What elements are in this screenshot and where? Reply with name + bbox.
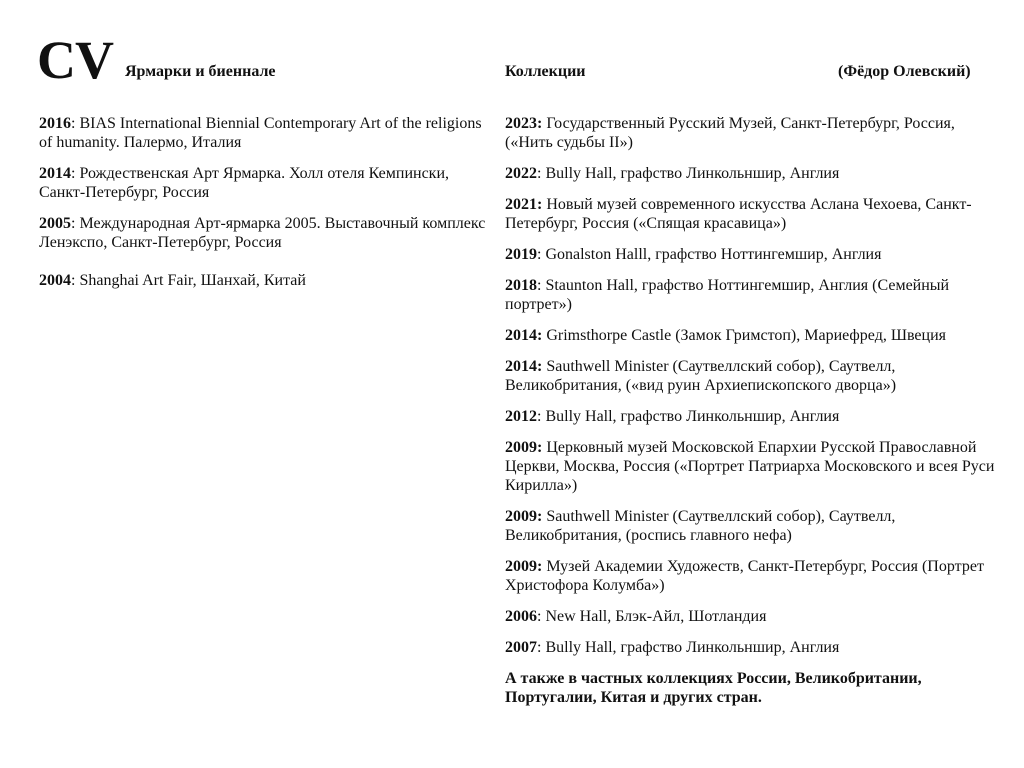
entry-text: : Staunton Hall, графство Ноттингемшир, Англия (Семейный портрет») — [505, 277, 950, 313]
entry-text: : Bully Hall, графство Линкольншир, Англия — [537, 408, 840, 425]
entry-text: : BIAS International Biennial Contemporary Art of the religions of humanity. Палермо, Италия — [39, 115, 482, 151]
fairs-entry — [39, 214, 494, 252]
entry-year: 2022 — [505, 165, 537, 182]
entry-year: 2009: — [505, 439, 543, 456]
entry-year: 2014: — [505, 327, 543, 344]
cv-title: CV — [37, 30, 113, 90]
entry-year: 2006 — [505, 608, 537, 625]
fairs-entry — [39, 271, 494, 290]
entry-year: 2014: — [505, 358, 543, 375]
entry-year: 2012 — [505, 408, 537, 425]
entry-year: 2004 — [39, 272, 71, 289]
collections-entry — [505, 607, 1000, 626]
collections-entry — [505, 276, 1000, 314]
entry-text: Sauthwell Minister (Саутвеллский собор), Саутвелл, Великобритания, (роспись главного нефа) — [505, 508, 896, 544]
collections-entry — [505, 164, 1000, 183]
fairs-heading: Ярмарки и биеннале — [125, 63, 276, 80]
entry-text: : New Hall, Блэк-Айл, Шотландия — [537, 608, 767, 625]
entry-year: 2021: — [505, 196, 543, 213]
collections-entry — [505, 407, 1000, 426]
fairs-entry — [39, 114, 494, 152]
entry-text: Sauthwell Minister (Саутвеллский собор), Саутвелл, Великобритания, («вид руин Архиепископского дворца») — [505, 358, 897, 394]
entry-year: 2014 — [39, 165, 71, 182]
entry-text: : Gonalston Halll, графство Ноттингемшир, Англия — [537, 246, 882, 263]
entry-text: : Рождественская Арт Ярмарка. Холл отеля Кемпински, Санкт-Петербург, Россия — [39, 165, 450, 201]
collections-entry — [505, 557, 1000, 595]
fairs-entry — [39, 164, 494, 202]
collections-entry — [505, 195, 1000, 233]
fairs-list — [39, 114, 494, 290]
entry-text: Музей Академии Художеств, Санкт-Петербург, Россия (Портрет Христофора Колумба») — [505, 558, 984, 594]
collections-entry — [505, 245, 1000, 264]
private-collections-note: А также в частных коллекциях России, Великобритании, Португалии, Китая и других стран. — [505, 670, 922, 706]
entry-text: Церковный музей Московской Епархии Русской Православной Церкви, Москва, Россия («Портрет Патриарха Московского и всея Руси Кирилла») — [505, 439, 995, 494]
entry-year: 2018 — [505, 277, 537, 294]
entry-year: 2016 — [39, 115, 71, 132]
collections-entry — [505, 114, 1000, 152]
entry-text: Новый музей современного искусства Аслана Чехоева, Санкт-Петербург, Россия («Спящая красавица») — [505, 196, 972, 232]
entry-text: Grimsthorpe Castle (Замок Гримстоп), Мариефред, Швеция — [542, 327, 947, 344]
collections-entry — [505, 438, 1000, 495]
author-name: (Фёдор Олевский) — [838, 63, 971, 80]
entry-year: 2005 — [39, 215, 71, 232]
collections-entry — [505, 638, 1000, 657]
collections-entry — [505, 357, 1000, 395]
entry-text: Государственный Русский Музей, Санкт-Петербург, Россия, («Нить судьбы II») — [505, 115, 955, 151]
collections-list — [505, 114, 1000, 707]
collections-entry — [505, 326, 1000, 345]
collections-heading: Коллекции — [505, 63, 586, 80]
entry-text: : Международная Арт-ярмарка 2005. Выставочный комплекс Ленэкспо, Санкт-Петербург, Россия — [39, 215, 486, 251]
entry-text: : Shanghai Art Fair, Шанхай, Китай — [71, 272, 306, 289]
entry-year: 2009: — [505, 558, 543, 575]
entry-year: 2007 — [505, 639, 537, 656]
collections-entry — [505, 507, 1000, 545]
entry-year: 2023: — [505, 115, 543, 132]
entry-text: : Bully Hall, графство Линкольншир, Англия — [537, 639, 840, 656]
entry-text: : Bully Hall, графство Линкольншир, Англия — [537, 165, 840, 182]
entry-year: 2019 — [505, 246, 537, 263]
entry-year: 2009: — [505, 508, 543, 525]
